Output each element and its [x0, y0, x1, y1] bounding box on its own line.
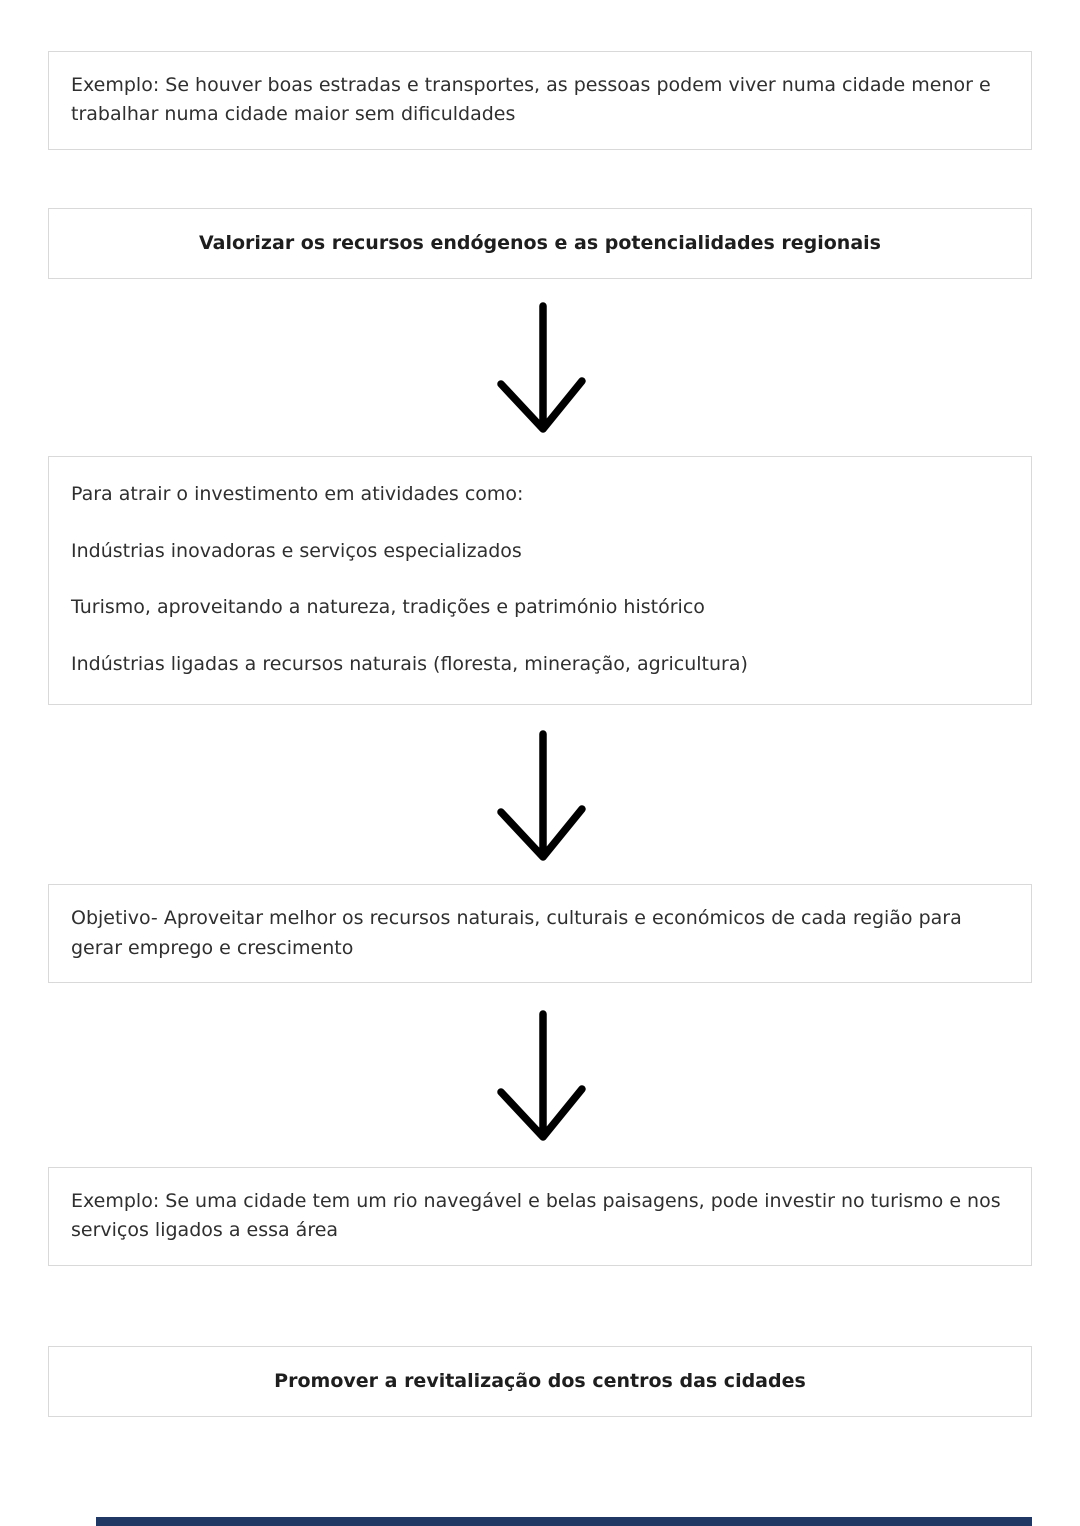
bottom-partial-box	[96, 1517, 1032, 1526]
objective-text: Objetivo- Aproveitar melhor os recursos naturais, culturais e económicos de cada região para gerar emprego e crescimento	[71, 907, 962, 959]
flow-arrow-1	[48, 301, 1032, 437]
example-box-transport	[48, 51, 1032, 150]
example-transport-text: Exemplo: Se houver boas estradas e transportes, as pessoas podem viver numa cidade menor e trabalhar numa cidade maior sem dificuldades	[71, 74, 991, 126]
investment-activities-item-industries: Indústrias inovadoras e serviços especializados	[71, 539, 522, 562]
investment-activities-intro: Para atrair o investimento em atividades como:	[71, 483, 524, 506]
heading-box-endogenous-resources	[48, 208, 1032, 279]
flow-arrow-2	[48, 729, 1032, 865]
down-arrow-path	[501, 1014, 582, 1137]
down-arrow-icon	[492, 1009, 588, 1145]
investment-activities-item-natural-resources: Indústrias ligadas a recursos naturais (floresta, mineração, agricultura)	[71, 652, 748, 675]
down-arrow-path	[501, 734, 582, 857]
heading-revitalization-text: Promover a revitalização dos centros das cidades	[274, 1369, 806, 1392]
investment-activities-item-tourism: Turismo, aproveitando a natureza, tradições e património histórico	[71, 596, 705, 619]
flow-arrow-3	[48, 1009, 1032, 1145]
down-arrow-icon	[492, 301, 588, 437]
down-arrow-path	[501, 306, 582, 429]
down-arrow-icon	[492, 729, 588, 865]
example-tourism-text: Exemplo: Se uma cidade tem um rio navegável e belas paisagens, pode investir no turismo e nos serviços ligados a essa área	[71, 1189, 1001, 1242]
example-box-tourism	[48, 1167, 1032, 1266]
investment-activities-box	[48, 456, 1032, 705]
heading-endogenous-text: Valorizar os recursos endógenos e as potencialidades regionais	[199, 231, 881, 254]
objective-box	[48, 884, 1032, 983]
heading-box-city-center-revitalization	[48, 1346, 1032, 1417]
